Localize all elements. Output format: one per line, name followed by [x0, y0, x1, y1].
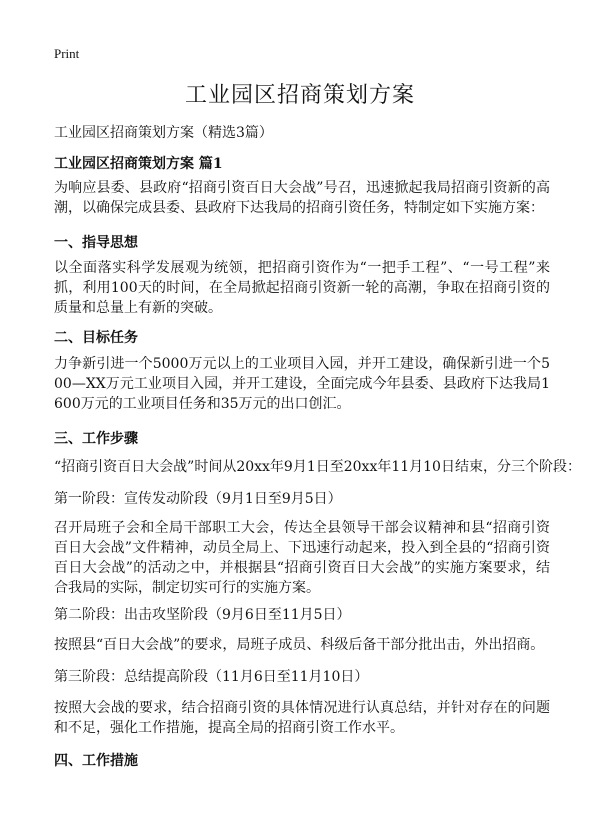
- page-title: 工业园区招商策划方案: [184, 83, 415, 108]
- paragraph-guiding-ideology: 以全面落实科学发展观为统领，把招商引资作为“一把手工程”、“一号工程”来抓，利用100天的时间，在全局掀起招商引资新一轮的高潮，争取在招商引资的质量和总量上有新的突破。: [54, 260, 550, 316]
- paragraph-target-tasks: 力争新引进一个5000万元以上的工业项目入园，并开工建设，确保新引进一个500—XX万元工业项目入园，并开工建设，全面完成今年县委、县政府下达我局1600万元的工业项目任务和35万元的出口创汇。: [54, 356, 550, 412]
- document-subtitle: 工业园区招商策划方案（精选3篇）: [54, 125, 273, 141]
- section-title: 工业园区招商策划方案 篇1: [54, 156, 223, 172]
- heading-work-measures: 四、工作措施: [54, 753, 138, 769]
- intro-paragraph: 为响应县委、县政府“招商引资百日大会战”号召，迅速掀起我局招商引资新的高潮，以确保完成县委、县政府下达我局的招商引资任务，特制定如下实施方案：: [54, 180, 550, 216]
- stage-two: 第二阶段：出击攻坚阶段（9月6日至11月5日）: [54, 607, 351, 623]
- stage-three: 第三阶段：总结提高阶段（11月6日至11月10日）: [54, 669, 369, 685]
- paragraph-work-steps: “招商引资百日大会战”时间从20xx年9月1日至20xx年11月10日结束，分三个阶段：: [54, 459, 581, 475]
- print-link[interactable]: Print: [54, 46, 80, 61]
- paragraph-stage-two: 按照县“百日大会战”的要求，局班子成员、科级后备干部分批出击，外出招商。: [54, 637, 545, 653]
- heading-guiding-ideology: 一、指导思想: [54, 235, 138, 251]
- paragraph-stage-three: 按照大会战的要求，结合招商引资的具体情况进行认真总结，并针对存在的问题和不足，强化工作措施，提高全局的招商引资工作水平。: [54, 700, 550, 736]
- heading-target-tasks: 二、目标任务: [54, 330, 138, 346]
- heading-work-steps: 三、工作步骤: [54, 431, 138, 447]
- stage-one: 第一阶段：宣传发动阶段（9月1日至9月5日）: [54, 491, 342, 507]
- paragraph-stage-one: 召开局班子会和全局干部职工大会，传达全县领导干部会议精神和县“招商引资百日大会战”文件精神，动员全局上、下迅速行动起来，投入到全县的“招商引资百日大会战”的活动之中，并根据县“招商引资百日大会战”的实施方案要求，结合我局的实际，制定切实可行的实施方案。: [54, 520, 550, 596]
